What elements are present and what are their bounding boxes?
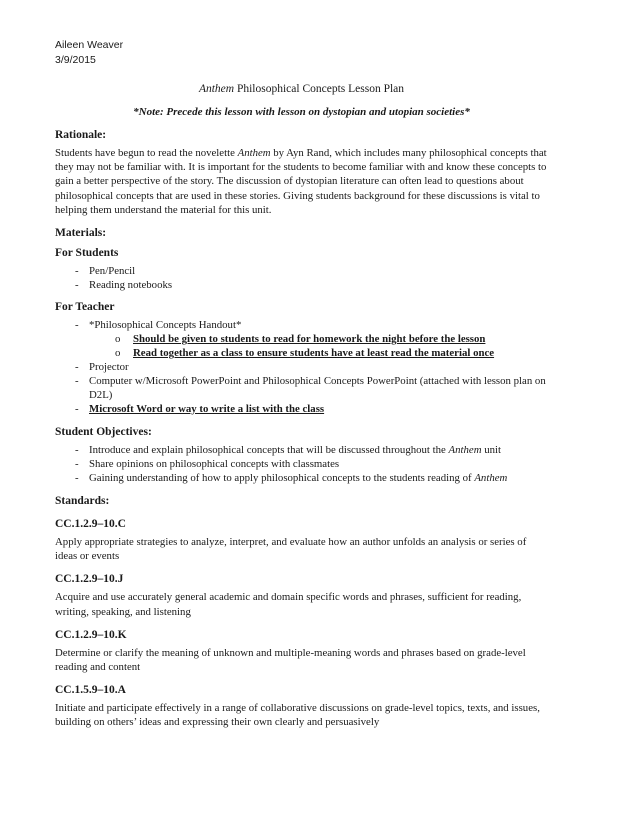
- list-item: o Read together as a class to ensure students have at least read the material once: [115, 347, 495, 360]
- standard-code: CC.1.2.9–10.J: [55, 573, 124, 586]
- list-item: - Share opinions on philosophical concepts with classmates: [75, 458, 340, 471]
- teacher-materials-list: [55, 318, 548, 332]
- document-date: 3/9/2015: [55, 54, 96, 66]
- list-item: - Microsoft Word or way to write a list with the class: [75, 403, 325, 416]
- list-item: - Reading notebooks: [75, 279, 173, 292]
- for-students-heading: For Students: [55, 247, 119, 260]
- title-book-name: Anthem: [198, 83, 235, 95]
- document-title: [55, 82, 548, 97]
- handout-sublist: [55, 332, 548, 360]
- rationale-book: Anthem: [237, 147, 271, 159]
- title-rest: Philosophical Concepts Lesson Plan: [234, 83, 405, 95]
- standard-code: CC.1.2.9–10.K: [55, 628, 127, 641]
- header-block: [55, 38, 548, 68]
- rationale-text-1: Students have begun to read the novelette: [55, 147, 238, 159]
- teacher-materials-list-cont: [55, 360, 548, 416]
- objectives-list: [55, 443, 548, 485]
- standards-heading: Standards:: [55, 495, 110, 508]
- list-item: - Gaining understanding of how to apply philosophical concepts to the students reading of Anthem: [75, 472, 508, 485]
- list-item: - Projector: [75, 361, 129, 374]
- standard-code: CC.1.5.9–10.A: [55, 684, 126, 697]
- objectives-heading: Student Objectives:: [55, 426, 152, 439]
- standard-text: Apply appropriate strategies to analyze, interpret, and evaluate how an author unfolds an analysis or series of ideas or events: [55, 536, 527, 563]
- list-item: - Computer w/Microsoft PowerPoint and Philosophical Concepts PowerPoint (attached with lesson plan on D2L): [75, 375, 546, 402]
- rationale-heading: Rationale:: [55, 129, 107, 141]
- standard-code: CC.1.2.9–10.C: [55, 518, 126, 531]
- list-item: - *Philosophical Concepts Handout*: [75, 319, 242, 332]
- lesson-note: *Note: Precede this lesson with lesson on dystopian and utopian societies*: [133, 106, 470, 118]
- standard-text: Acquire and use accurately general academic and domain specific words and phrases, sufficient for reading, writing, speaking, and listening: [55, 591, 522, 618]
- handout-item: *Philosophical Concepts Handout*: [89, 319, 242, 332]
- for-teacher-heading: For Teacher: [55, 301, 115, 314]
- rationale-text: [55, 146, 548, 217]
- list-item: - Pen/Pencil: [75, 265, 136, 278]
- author-name: Aileen Weaver: [55, 39, 124, 51]
- materials-heading: Materials:: [55, 227, 107, 240]
- list-item: - Introduce and explain philosophical concepts that will be discussed throughout the Anthem unit: [75, 444, 501, 457]
- list-item: o Should be given to students to read for homework the night before the lesson: [115, 333, 486, 346]
- standard-text: Determine or clarify the meaning of unknown and multiple-meaning words and phrases based on grade-level reading and content: [55, 646, 526, 674]
- rationale-text-2: by Ayn Rand, which includes many philosophical concepts that they may not be familiar with. It is important for the students to become familiar with and know these concepts to gain a better perspective of the story. The discussion of dystopian literature can often lead to questions about philosophical concepts that are used in these stories. Giving students background for these discussions is vital to helping them understand the material for this unit.: [55, 147, 547, 216]
- students-materials-list: [55, 264, 548, 292]
- standard-text: Initiate and participate effectively in a range of collaborative discussions on grade-level topics, texts, and issues, building on others’ ideas and expressing their own clearly and persuasively: [55, 702, 540, 729]
